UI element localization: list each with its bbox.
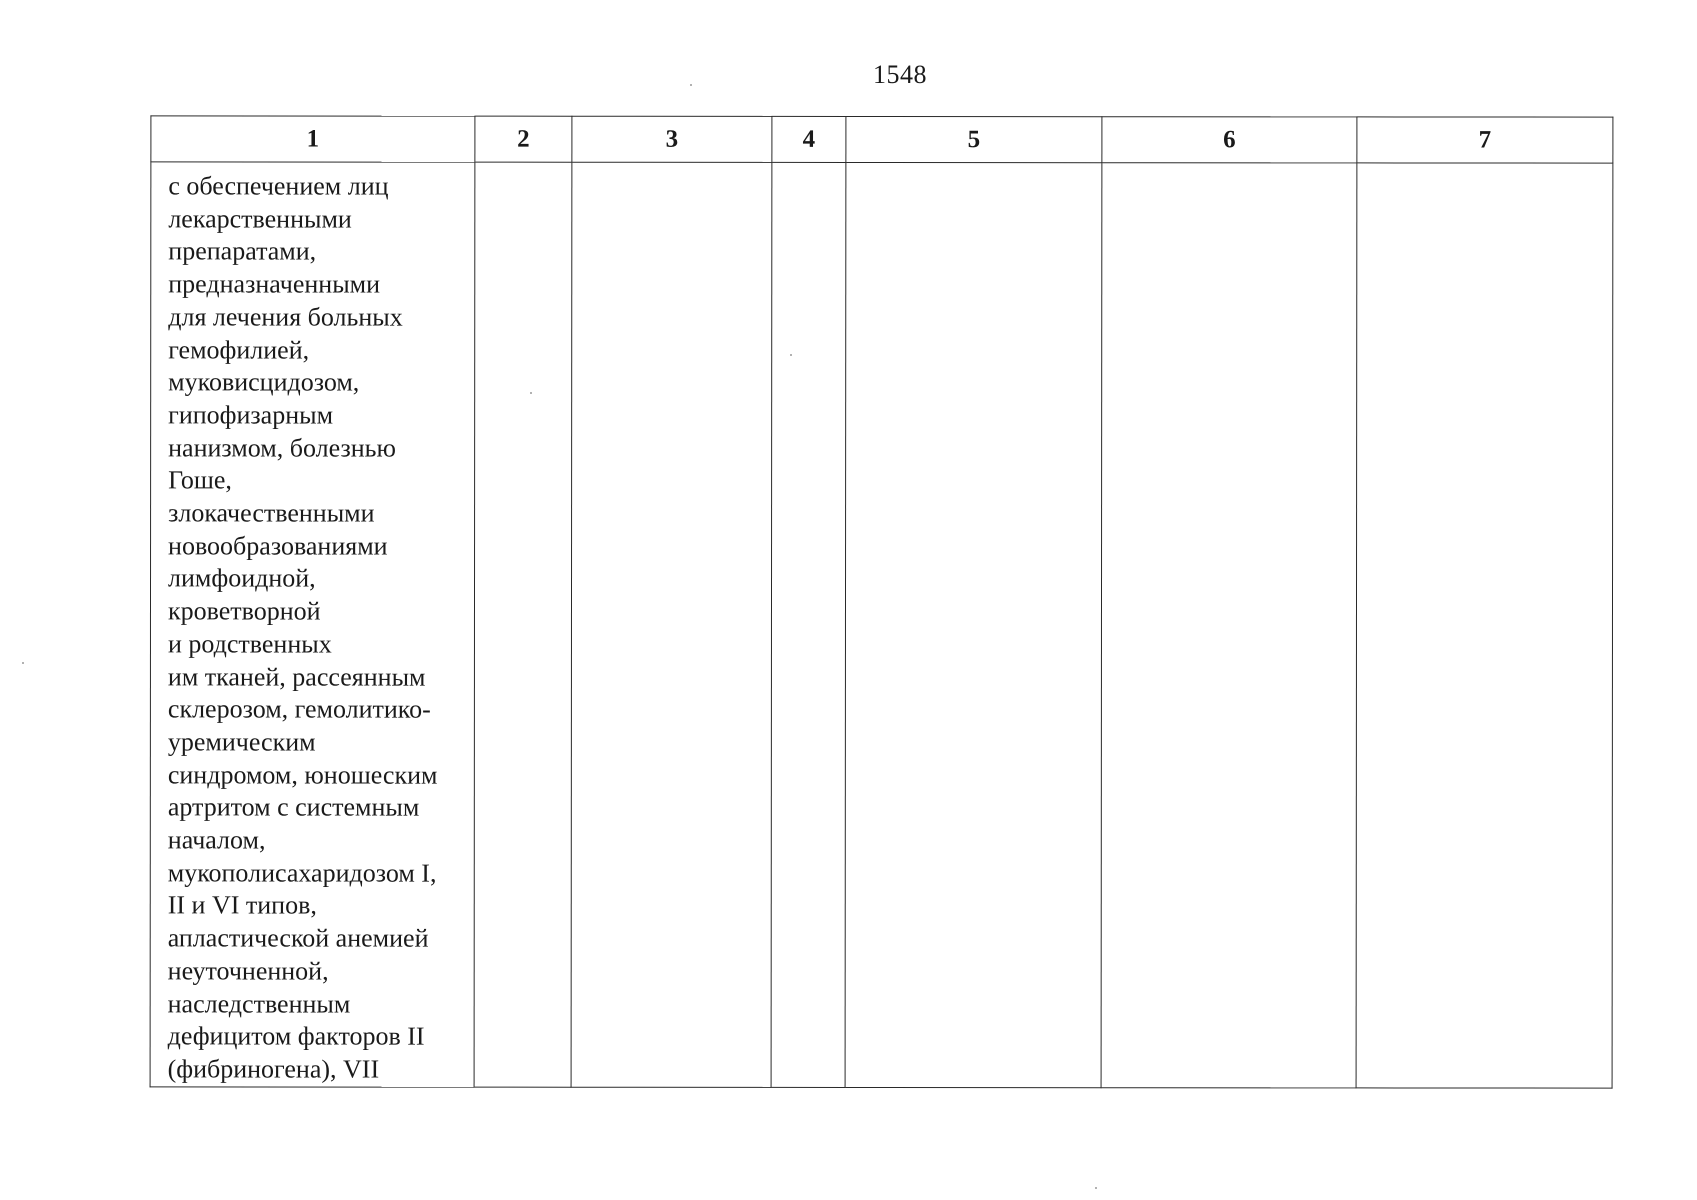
cell-text-line: синдромом, юношеским — [167, 760, 438, 790]
table-cell-col-4 — [771, 162, 846, 1087]
page-number: 1548 — [873, 60, 927, 89]
cell-text-line: апластической анемией — [167, 923, 429, 953]
document-table — [150, 115, 1614, 1088]
cell-text-line: лекарственными — [168, 204, 352, 234]
table-row — [150, 162, 1613, 1088]
table-header — [151, 116, 1613, 163]
cell-text-line: наследственным — [167, 988, 351, 1019]
table-cell-col-6 — [1101, 163, 1357, 1088]
cell-text-line: II и VI типов, — [167, 890, 317, 920]
table-cell-col-2 — [474, 162, 572, 1087]
scan-speck — [790, 354, 792, 356]
table-cell-col-1 — [150, 162, 475, 1087]
column-header-4: 4 — [772, 116, 846, 162]
cell-text-line: препаратами, — [168, 236, 317, 266]
scan-speck — [690, 84, 692, 86]
cell-text-line: лимфоидной, — [168, 563, 316, 593]
table-cell-col-7 — [1356, 163, 1613, 1088]
cell-text-line: гемофилией, — [168, 334, 310, 365]
scan-speck — [1095, 1187, 1097, 1189]
cell-text-line: злокачественными — [168, 498, 375, 528]
scan-speck — [22, 662, 24, 664]
cell-text-line: склерозом, гемолитико- — [167, 694, 431, 724]
header-row — [151, 116, 1613, 163]
cell-text-line: и родственных — [167, 629, 332, 659]
table-cell-col-3 — [571, 162, 772, 1087]
table-cell-col-5 — [845, 162, 1102, 1087]
cell-text-line: неуточненной, — [167, 956, 329, 986]
cell-text-line: муковисцидозом, — [168, 367, 360, 397]
cell-text-line: дефицитом факторов II — [167, 1021, 425, 1051]
column-header-1: 1 — [151, 116, 475, 162]
cell-text-line: предназначенными — [168, 269, 381, 299]
cell-text-line: им тканей, рассеянным — [167, 661, 426, 692]
cell-text-line: нанизмом, болезнью — [168, 433, 396, 463]
cell-text — [151, 162, 475, 1086]
column-header-2: 2 — [475, 116, 572, 162]
scan-speck — [530, 392, 532, 394]
cell-text-line: кроветворной — [167, 596, 321, 626]
column-header-5: 5 — [846, 116, 1102, 162]
cell-text-line: (фибриногена), VII — [167, 1054, 380, 1084]
cell-text-line: мукополисахаридозом I, — [167, 858, 437, 888]
column-header-3: 3 — [572, 116, 772, 162]
cell-text-line: для лечения больных — [168, 302, 403, 332]
cell-text-line: артритом с системным — [167, 792, 420, 822]
column-header-7: 7 — [1357, 117, 1613, 163]
cell-text-line: уремическим — [167, 727, 316, 757]
cell-text-line: новообразованиями — [168, 531, 388, 561]
column-header-6: 6 — [1102, 117, 1357, 163]
cell-text-line: гипофизарным — [168, 400, 334, 430]
cell-text-line: с обеспечением лиц — [168, 171, 389, 201]
cell-text-line: началом, — [167, 825, 266, 855]
cell-text-line: Гоше, — [168, 465, 232, 495]
